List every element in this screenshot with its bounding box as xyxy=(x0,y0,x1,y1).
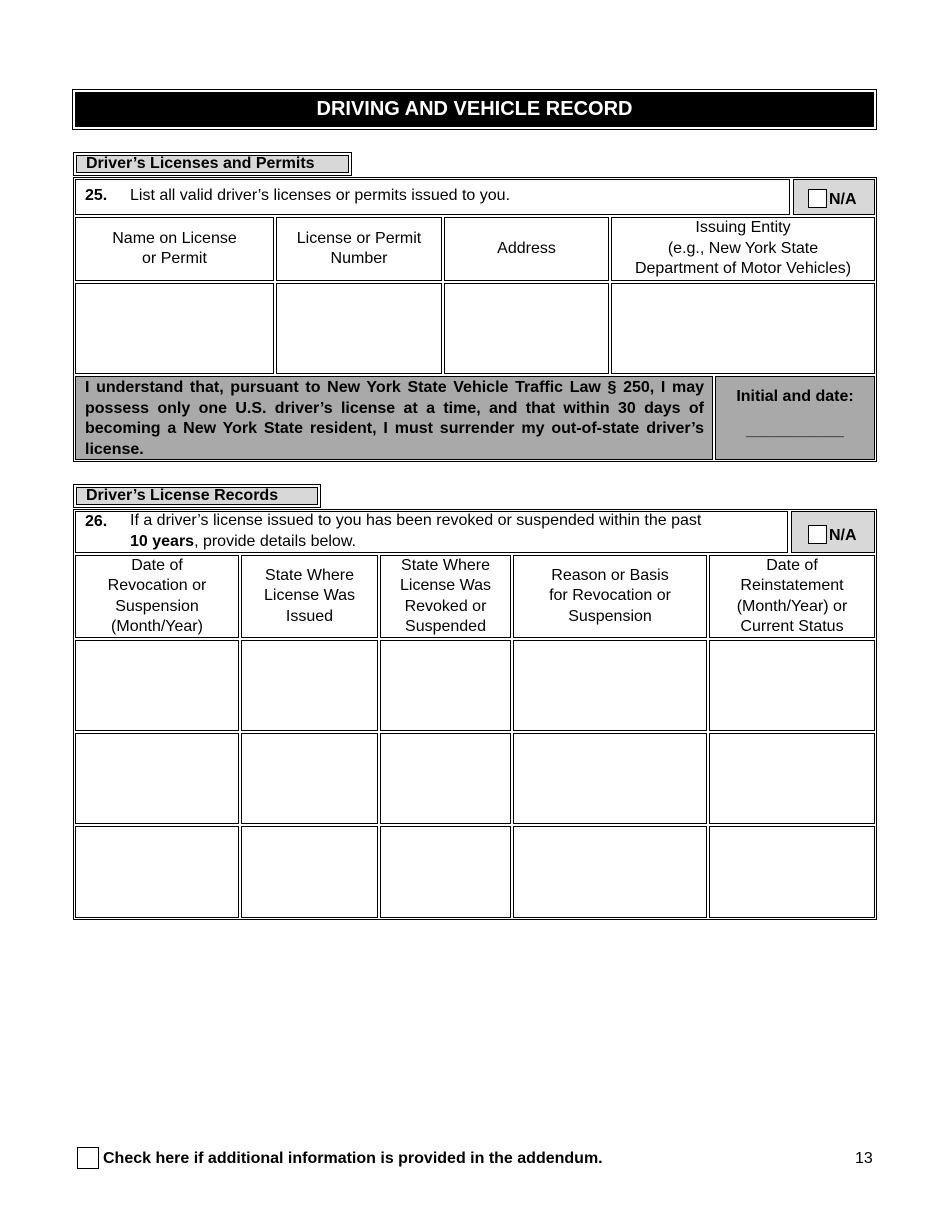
header-line: Date of xyxy=(131,556,183,574)
page-banner xyxy=(72,89,877,130)
header-line: Suspension xyxy=(568,607,652,625)
header-line: (Month/Year) or xyxy=(736,597,848,615)
question-26-line1: If a driver’s license issued to you has been revoked or suspended within the past xyxy=(130,512,702,529)
header-line: Department of Motor Vehicles) xyxy=(634,260,852,278)
header-line: Current Status xyxy=(740,618,844,635)
question-25-number: 25. xyxy=(85,187,108,204)
header-line: Address xyxy=(497,239,556,257)
record-cell[interactable] xyxy=(709,826,875,918)
header-name-on-license xyxy=(75,217,274,281)
header-line: State Where xyxy=(401,556,490,574)
record-cell[interactable] xyxy=(75,640,239,731)
record-cell[interactable] xyxy=(241,826,378,918)
na-label-25: N/A xyxy=(829,191,857,208)
record-cell[interactable] xyxy=(513,826,707,918)
page-number: 13 xyxy=(855,1150,873,1167)
record-cell[interactable] xyxy=(380,733,511,824)
license-number-cell[interactable] xyxy=(276,283,442,374)
record-cell[interactable] xyxy=(709,733,875,824)
question-26-text xyxy=(130,511,785,552)
header-issuing-entity xyxy=(611,217,875,281)
record-cell[interactable] xyxy=(513,733,707,824)
header-date-of-revocation xyxy=(75,555,239,638)
header-line: Suspension xyxy=(115,597,199,615)
initial-line: ___________ xyxy=(746,422,844,439)
record-cell[interactable] xyxy=(380,826,511,918)
record-cell[interactable] xyxy=(241,733,378,824)
header-line: Number xyxy=(330,250,388,267)
initial-label: Initial and date: xyxy=(736,388,854,405)
header-line: (Month/Year) xyxy=(111,618,203,635)
header-line: Revocation or xyxy=(107,577,207,594)
header-line: for Revocation or xyxy=(549,587,671,605)
header-license-number xyxy=(276,217,442,281)
header-line: or Permit xyxy=(142,250,207,267)
record-cell[interactable] xyxy=(380,640,511,731)
header-line: License Was xyxy=(264,587,355,605)
page-title: DRIVING AND VEHICLE RECORD xyxy=(75,92,874,127)
header-reinstatement xyxy=(709,555,875,638)
license-issuing-entity-cell[interactable] xyxy=(611,283,875,374)
addendum-checkbox[interactable] xyxy=(77,1147,99,1169)
section-tab-licenses-label: Driver’s Licenses and Permits xyxy=(76,155,349,173)
license-address-cell[interactable] xyxy=(444,283,609,374)
record-cell[interactable] xyxy=(241,640,378,731)
header-line: Suspended xyxy=(405,618,486,635)
header-address xyxy=(444,217,609,281)
record-cell[interactable] xyxy=(75,826,239,918)
section-tab-licenses xyxy=(73,152,352,176)
header-reason xyxy=(513,555,707,638)
question-26-number: 26. xyxy=(85,513,108,530)
header-state-revoked xyxy=(380,555,511,638)
header-line: State Where xyxy=(265,566,354,584)
header-line: Revoked or xyxy=(404,597,487,615)
license-notice: I understand that, pursuant to New York State Vehicle Traffic Law § 250, I may possess only one U.S. driver’s license at a time, and that within 30 days of becoming a New York State resident, I must surrender my out-of-state driver’s license. xyxy=(75,376,713,460)
question-26-line2: , provide details below. xyxy=(194,532,356,550)
header-line: Name on License xyxy=(112,229,237,247)
section-tab-records xyxy=(73,484,321,508)
na-checkbox-26[interactable] xyxy=(808,525,827,544)
na-checkbox-25[interactable] xyxy=(808,189,827,208)
header-state-issued xyxy=(241,555,378,638)
license-name-cell[interactable] xyxy=(75,283,274,374)
header-line: License Was xyxy=(400,577,491,594)
question-25-text: List all valid driver’s licenses or permits issued to you. xyxy=(130,187,511,204)
header-line: Reinstatement xyxy=(740,577,844,594)
header-line: License or Permit xyxy=(296,229,422,247)
header-line: Issued xyxy=(285,607,334,625)
initial-and-date-box[interactable] xyxy=(715,376,875,460)
header-line: Issuing Entity xyxy=(695,219,791,237)
record-cell[interactable] xyxy=(513,640,707,731)
header-line: (e.g., New York State xyxy=(667,239,819,257)
section-tab-records-label: Driver’s License Records xyxy=(76,487,318,505)
record-cell[interactable] xyxy=(709,640,875,731)
header-line: Date of xyxy=(766,556,818,574)
na-label-26: N/A xyxy=(829,527,857,544)
header-line: Reason or Basis xyxy=(551,566,669,584)
question-26-bold: 10 years xyxy=(130,532,195,550)
addendum-label: Check here if additional information is provided in the addendum. xyxy=(103,1150,603,1167)
record-cell[interactable] xyxy=(75,733,239,824)
